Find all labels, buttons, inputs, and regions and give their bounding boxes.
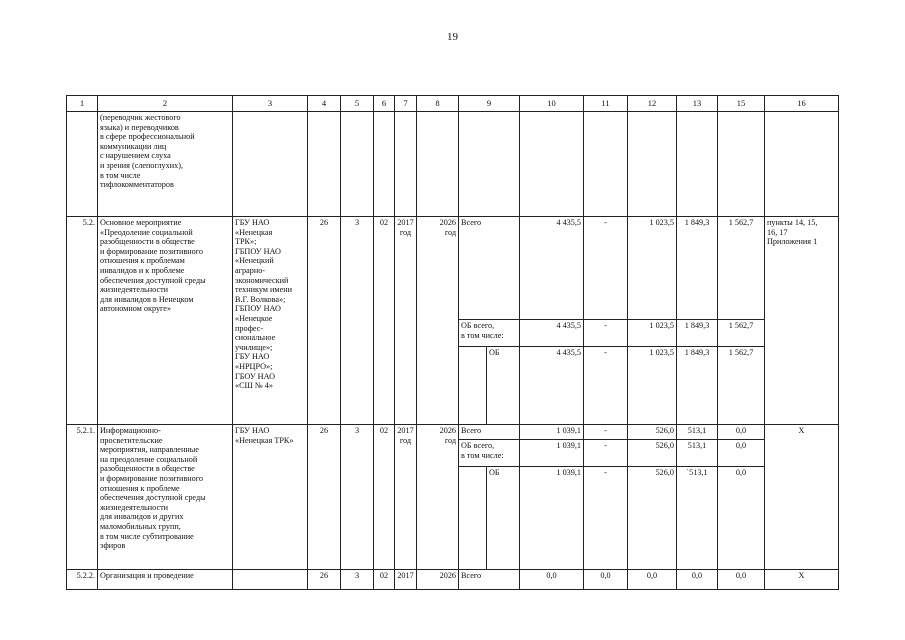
value-col15: 0,0 — [718, 425, 765, 440]
col-header-5: 5 — [341, 96, 374, 112]
row-col8: 2026 год — [417, 425, 459, 570]
value-col15: 0,0 — [718, 570, 765, 590]
value-col13: `513,1 — [677, 467, 718, 570]
row-description: Информационно- просветительские мероприятия, направленные на преодоление социальной разобщенности в обществе и формирование позитивного отношения к проблеме обеспечения доступной среды жизнедеятельности для инвалидов и других маломобильных групп, в том числе субтитрование эфиров — [98, 425, 233, 570]
funding-label: ОБ всего, в том числе: — [459, 320, 520, 347]
row-col16: пункты 14, 15, 16, 17 Приложения 1 — [765, 217, 839, 425]
value-col12: 1 023,5 — [628, 320, 677, 347]
row-col7: 2017 год — [395, 425, 417, 570]
value-col15: 1 562,7 — [718, 347, 765, 425]
col-header-6: 6 — [374, 96, 395, 112]
col-header-10: 10 — [520, 96, 584, 112]
value-col10: 4 435,5 — [520, 217, 584, 320]
row-col5: 3 — [341, 570, 374, 590]
value-col10: 0,0 — [520, 570, 584, 590]
col-header-9: 9 — [459, 96, 520, 112]
row-col16: X — [765, 425, 839, 570]
col-header-3: 3 — [233, 96, 308, 112]
value-col11: - — [584, 320, 628, 347]
value-col13: 1 849,3 — [677, 347, 718, 425]
row-col4: 26 — [308, 425, 341, 570]
row-col4: 26 — [308, 570, 341, 590]
value-col15: 0,0 — [718, 440, 765, 467]
col-header-13: 13 — [677, 96, 718, 112]
value-col12: 0,0 — [628, 570, 677, 590]
col-header-15: 15 — [718, 96, 765, 112]
row-col8: 2026 год — [417, 217, 459, 425]
col-header-7: 7 — [395, 96, 417, 112]
table-row — [67, 425, 839, 440]
row-number: 5.2.1. — [67, 425, 98, 570]
funding-label: Всего — [459, 217, 520, 320]
table-row — [67, 217, 839, 320]
row-description: Основное мероприятие «Преодоление социальной разобщенности в обществе и формирование позитивного отношения к проблемам инвалидов и к проблеме обеспечения доступной среды жизнедеятельности для инвалидов в Ненецком автономном округе» — [98, 217, 233, 425]
row-number: 5.2.2. — [67, 570, 98, 590]
value-col15: 1 562,7 — [718, 320, 765, 347]
value-col10: 4 435,5 — [520, 347, 584, 425]
funding-label: Всего — [459, 425, 520, 440]
col-header-16: 16 — [765, 96, 839, 112]
value-col11: - — [584, 425, 628, 440]
funding-label: ОБ всего, в том числе: — [459, 440, 520, 467]
row-col6: 02 — [374, 570, 395, 590]
value-col13: 513,1 — [677, 425, 718, 440]
value-col11: - — [584, 347, 628, 425]
table-row — [67, 112, 839, 217]
row-col7: 2017 — [395, 570, 417, 590]
value-col13: 0,0 — [677, 570, 718, 590]
value-col10: 4 435,5 — [520, 320, 584, 347]
col-header-2: 2 — [98, 96, 233, 112]
value-col13: 1 849,3 — [677, 320, 718, 347]
row-col6: 02 — [374, 425, 395, 570]
row-col6: 02 — [374, 217, 395, 425]
value-col12: 1 023,5 — [628, 347, 677, 425]
row-col5: 3 — [341, 425, 374, 570]
value-col13: 1 849,3 — [677, 217, 718, 320]
value-col15: 0,0 — [718, 467, 765, 570]
row-col16: X — [765, 570, 839, 590]
page-number: 19 — [447, 31, 458, 43]
row-number: 5.2. — [67, 217, 98, 425]
row-executor: ГБУ НАО «Ненецкая ТРК»; ГБПОУ НАО «Ненецкий аграрно- экономический техникум имени В.Г. Волкова»; ГБПОУ НАО «Ненецкое профес- сиональное училище»; ГБУ НАО «НРЦРО»; ГБОУ НАО «СШ № 4» — [233, 217, 308, 425]
value-col11: - — [584, 440, 628, 467]
value-col12: 1 023,5 — [628, 217, 677, 320]
funding-label: Всего — [459, 570, 520, 590]
col-header-1: 1 — [67, 96, 98, 112]
table-row — [67, 570, 839, 590]
funding-label: ОБ — [487, 347, 520, 425]
value-col10: 1 039,1 — [520, 467, 584, 570]
col-header-8: 8 — [417, 96, 459, 112]
value-col15: 1 562,7 — [718, 217, 765, 320]
col-header-11: 11 — [584, 96, 628, 112]
header-row — [67, 96, 839, 112]
value-col13: 513,1 — [677, 440, 718, 467]
value-col12: 526,0 — [628, 425, 677, 440]
value-col12: 526,0 — [628, 440, 677, 467]
row-executor: ГБУ НАО «Ненецкая ТРК» — [233, 425, 308, 570]
row-description: Организация и проведение — [98, 570, 233, 590]
col-header-12: 12 — [628, 96, 677, 112]
row-col5: 3 — [341, 217, 374, 425]
value-col12: 526,0 — [628, 467, 677, 570]
row-col8: 2026 — [417, 570, 459, 590]
row-col4: 26 — [308, 217, 341, 425]
continued-description: (переводчик жестового языка) и переводчиков в сфере профессиональной коммуникации лиц с нарушением слуха и зрения (слепоглухих), в том числе тифлокомментаторов — [98, 112, 233, 217]
col-header-4: 4 — [308, 96, 341, 112]
funding-label: ОБ — [487, 467, 520, 570]
value-col10: 1 039,1 — [520, 425, 584, 440]
budget-table — [66, 95, 839, 590]
value-col11: 0,0 — [584, 570, 628, 590]
value-col11: - — [584, 467, 628, 570]
value-col10: 1 039,1 — [520, 440, 584, 467]
value-col11: - — [584, 217, 628, 320]
row-col7: 2017 год — [395, 217, 417, 425]
